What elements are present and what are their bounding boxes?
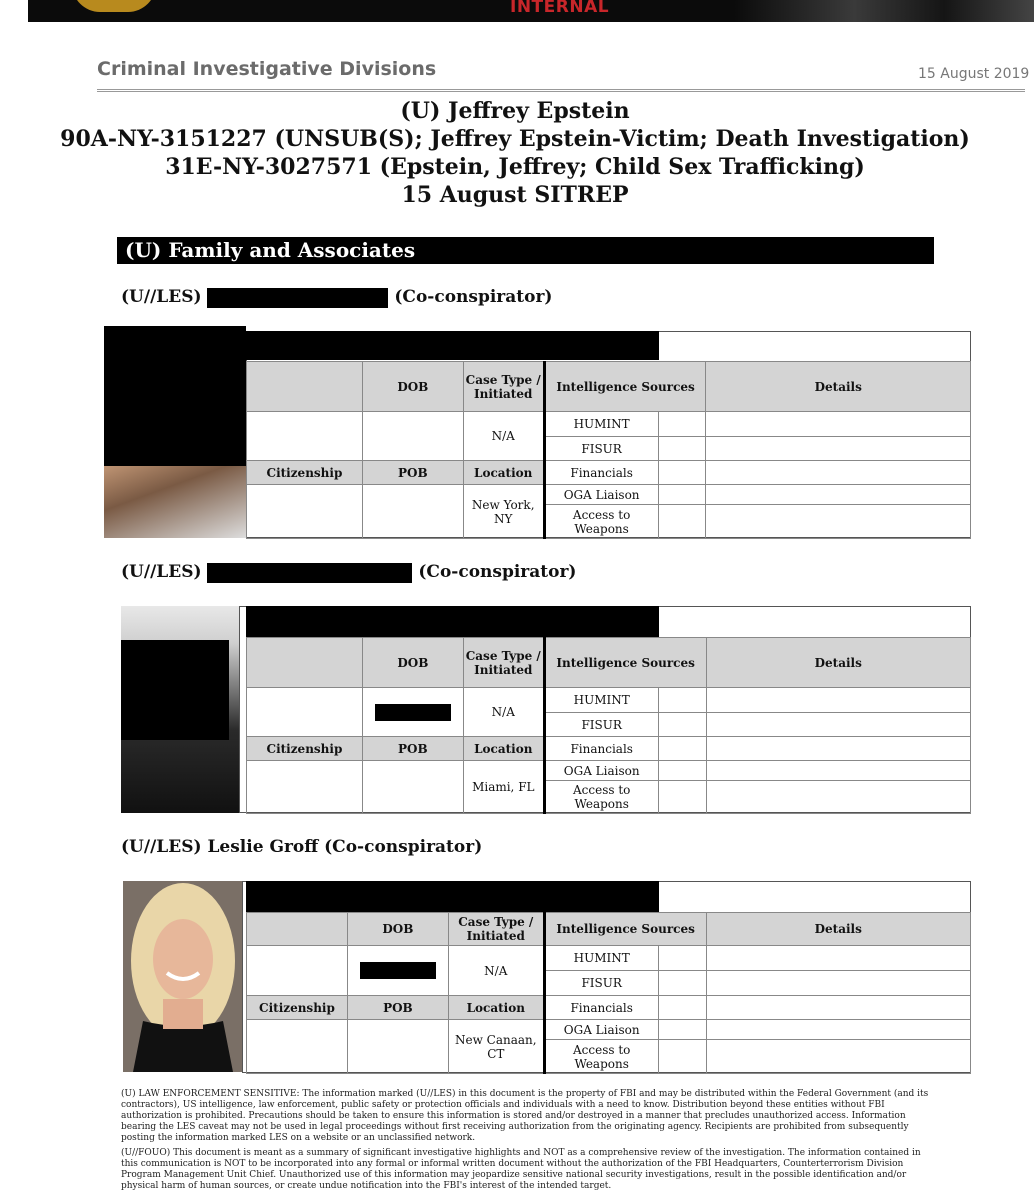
photo-redaction	[104, 326, 246, 466]
person-3-heading	[121, 837, 482, 857]
humint-label: HUMINT	[544, 412, 658, 437]
les-notice: (U) LAW ENFORCEMENT SENSITIVE: The information marked (U//LES) in this document is the property of FBI and may be distributed within the Federal Government (and its contractors), US intelligence, law enforcement, public safety or protection officials and individuals with a need to know. Distribution beyond these entities without FBI authorization is prohibited. Precautions should be taken to ensure this information is stored and/or destroyed in a manner that precludes unauthorized access. Information bearing the LES caveat may not be used in legal proceedings without first receiving authorization from the originating agency. Recipients are prohibited from subsequently posting the information marked LES on a website or an unclassified network.	[121, 1089, 929, 1143]
citizenship-value	[247, 761, 363, 814]
details-header: Details	[706, 638, 970, 688]
person-1-heading	[121, 287, 552, 308]
weapons-label: Access to Weapons	[544, 781, 658, 814]
pob-value	[347, 1020, 448, 1074]
title-subject: (U) Jeffrey Epstein	[400, 98, 630, 124]
case-type-value: N/A	[463, 412, 544, 461]
location-value: Miami, FL	[463, 761, 544, 814]
redaction-bar	[207, 563, 412, 583]
location-header: Location	[463, 461, 544, 485]
person-2-photo	[121, 606, 239, 813]
person-3-role: (Co-conspirator)	[324, 837, 483, 857]
dob-value	[347, 946, 448, 996]
details-header: Details	[706, 362, 971, 412]
intel-sources-header: Intelligence Sources	[544, 362, 706, 412]
person-2-prefix: (U//LES)	[121, 562, 202, 582]
dob-header: DOB	[362, 638, 463, 688]
case-type-header: Case Type / Initiated	[448, 913, 544, 946]
case-type-value: N/A	[448, 946, 544, 996]
person-2-name-redaction	[246, 606, 659, 637]
citizenship-value	[247, 1020, 348, 1074]
title-case-1: 90A-NY-3151227 (UNSUB(S); Jeffrey Epstein-Victim; Death Investigation)	[60, 126, 970, 152]
humint-label: HUMINT	[544, 946, 658, 971]
dob-value	[362, 412, 463, 461]
person-3-name-redaction	[246, 881, 659, 912]
person-1-prefix: (U//LES)	[121, 287, 202, 307]
citizenship-header: Citizenship	[247, 996, 348, 1020]
case-type-header: Case Type / Initiated	[463, 638, 544, 688]
photo-redaction	[121, 640, 229, 740]
location-value: New Canaan, CT	[448, 1020, 544, 1074]
title-case-2: 31E-NY-3027571 (Epstein, Jeffrey; Child Sex Trafficking)	[165, 154, 865, 180]
person-1-photo	[104, 326, 246, 538]
world-map-graphic	[734, 0, 1034, 22]
person-3-table	[246, 912, 971, 1074]
person-1-name-redaction	[246, 331, 659, 360]
pob-header: POB	[362, 737, 463, 761]
oga-label: OGA Liaison	[544, 485, 658, 505]
section-header: (U) Family and Associates	[117, 237, 934, 264]
pob-value	[362, 485, 463, 539]
weapons-label: Access to Weapons	[544, 505, 658, 539]
intel-sources-header: Intelligence Sources	[544, 913, 706, 946]
fisur-label: FISUR	[544, 971, 658, 996]
citizenship-header: Citizenship	[247, 461, 363, 485]
citizenship-header: Citizenship	[247, 737, 363, 761]
person-3-photo	[123, 881, 242, 1072]
person-2-heading	[121, 562, 576, 583]
fisur-label: FISUR	[544, 437, 658, 461]
citizenship-value	[247, 485, 363, 539]
oga-label: OGA Liaison	[544, 761, 658, 781]
dob-redaction	[360, 962, 436, 979]
portrait-image	[123, 881, 242, 1072]
case-type-header: Case Type / Initiated	[463, 362, 544, 412]
financials-label: Financials	[544, 996, 658, 1020]
division-name: Criminal Investigative Divisions	[97, 58, 437, 80]
header-divider	[97, 89, 1025, 92]
location-value: New York, NY	[463, 485, 544, 539]
person-1-table	[246, 361, 971, 539]
intel-sources-header: Intelligence Sources	[544, 638, 706, 688]
redaction-bar	[207, 288, 388, 308]
details-header: Details	[706, 913, 970, 946]
oga-label: OGA Liaison	[544, 1020, 658, 1040]
fouo-notice: (U//FOUO) This document is meant as a summary of significant investigative highlights and NOT as a comprehensive review of the investigation. The information contained in this communication is NOT to be incorporated into any formal or informal written document without the authorization of the FBI Headquarters, Counterterrorism Division Program Management Unit Chief. Unauthorized use of this information may jeopardize sensitive national security investigations, result in the possible identification and/or physical harm of human sources, or create undue notification into the FBI's interest of the intended target.	[121, 1148, 921, 1191]
person-3-prefix: (U//LES)	[121, 837, 202, 857]
document-date: 15 August 2019	[918, 66, 1030, 82]
classification-banner	[28, 0, 1034, 22]
dob-header: DOB	[362, 362, 463, 412]
title-sitrep: 15 August SITREP	[401, 182, 629, 208]
pob-header: POB	[362, 461, 463, 485]
location-header: Location	[463, 737, 544, 761]
dob-value	[362, 688, 463, 737]
dob-header: DOB	[347, 913, 448, 946]
person-2-role: (Co-conspirator)	[418, 562, 577, 582]
pob-header: POB	[347, 996, 448, 1020]
classification-label: INTERNAL	[510, 0, 610, 17]
person-3-name: Leslie Groff	[207, 837, 319, 857]
fbi-seal-icon	[72, 0, 156, 12]
pob-value	[362, 761, 463, 814]
financials-label: Financials	[544, 461, 658, 485]
fisur-label: FISUR	[544, 713, 658, 737]
financials-label: Financials	[544, 737, 658, 761]
case-type-value: N/A	[463, 688, 544, 737]
location-header: Location	[448, 996, 544, 1020]
humint-label: HUMINT	[544, 688, 658, 713]
person-2-table	[246, 637, 971, 814]
person-1-role: (Co-conspirator)	[394, 287, 553, 307]
dob-redaction	[375, 704, 451, 721]
weapons-label: Access to Weapons	[544, 1040, 658, 1074]
